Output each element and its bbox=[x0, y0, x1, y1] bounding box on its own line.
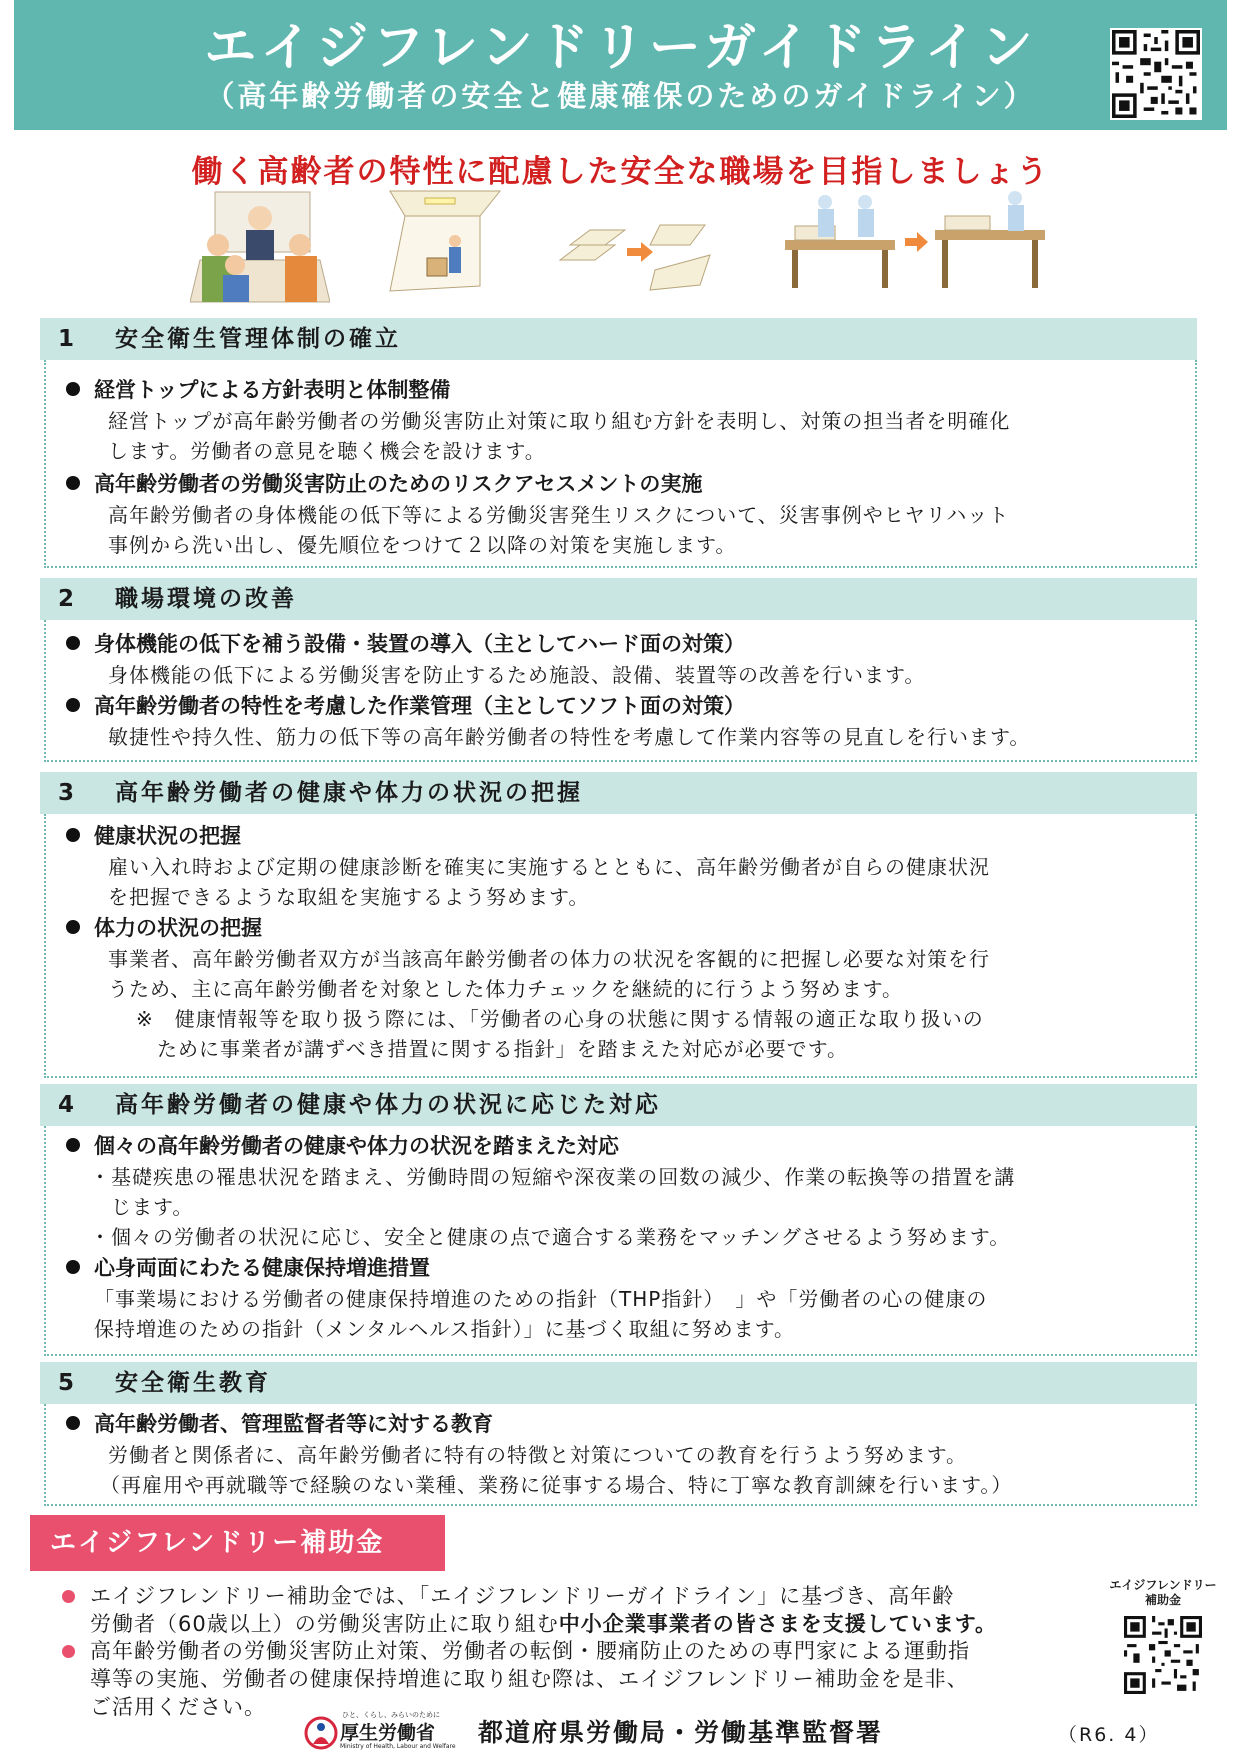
section-number: 1 bbox=[58, 326, 75, 352]
item-body: 高年齢労働者の身体機能の低下等による労働災害発生リスクについて、災害事例やヒヤリハット 事例から洗い出し、優先順位をつけて２以降の対策を実施します。 bbox=[108, 503, 1010, 557]
section-title: 安全衛生教育 bbox=[115, 1370, 271, 1396]
section-4-box bbox=[44, 1126, 1197, 1356]
mhlw-logo bbox=[304, 1711, 456, 1754]
bullet-icon bbox=[66, 1138, 80, 1152]
section-5-header bbox=[40, 1362, 1197, 1404]
section-1-box bbox=[44, 360, 1197, 568]
bullet-icon bbox=[66, 382, 80, 396]
section-2-header bbox=[40, 578, 1197, 620]
qr-code-guideline[interactable] bbox=[1110, 28, 1202, 120]
tagline: 働く高齢者の特性に配慮した安全な職場を目指しましょう bbox=[191, 154, 1050, 190]
ministry-slogan: ひと、くらし、みらいのために bbox=[342, 1711, 440, 1719]
bullet-icon bbox=[66, 828, 80, 842]
footer-date: （R6. 4） bbox=[1058, 1724, 1160, 1746]
lighting-illustration bbox=[385, 186, 505, 300]
page-title: エイジフレンドリーガイドライン bbox=[204, 18, 1037, 78]
item-title: 身体機能の低下を補う設備・装置の導入（主としてハード面の対策） bbox=[66, 630, 745, 658]
item-body: 「事業場における労働者の健康保持増進のための指針（THP指針） 」や「労働者の心の健康の 保持増進のための指針（メンタルヘルス指針）」に基づく取組に努めます。 bbox=[94, 1287, 988, 1341]
section-number: 2 bbox=[58, 586, 75, 612]
section-title: 高年齢労働者の健康や体力の状況の把握 bbox=[115, 780, 583, 806]
section-5-box bbox=[44, 1404, 1197, 1506]
bullet-icon bbox=[66, 636, 80, 650]
section-title: 安全衛生管理体制の確立 bbox=[115, 326, 401, 352]
section-number: 5 bbox=[58, 1370, 75, 1396]
header-banner bbox=[14, 0, 1227, 130]
item-body: 事業者、高年齢労働者双方が当該高年齢労働者の体力の状況を客観的に把握し必要な対策を行 うため、主に高年齢労働者を対象とした体力チェックを継続的に行うよう努めます。 bbox=[108, 947, 990, 1001]
subsidy-tag: エイジフレンドリー補助金 bbox=[30, 1515, 445, 1571]
ministry-name-en: Ministry of Health, Labour and Welfare bbox=[340, 1743, 456, 1750]
section-1-header bbox=[40, 318, 1197, 360]
bullet-icon bbox=[66, 920, 80, 934]
section-number: 3 bbox=[58, 780, 75, 806]
section-3-box bbox=[44, 814, 1197, 1078]
worktable-height-illustration bbox=[780, 190, 1050, 294]
subsidy-text: 労働者（60歳以上）の労働災害防止に取り組む中小企業事業者の皆さまを支援しています。 bbox=[90, 1612, 998, 1636]
pink-bullet-icon bbox=[62, 1590, 75, 1603]
section-number: 4 bbox=[58, 1092, 75, 1118]
bullet-icon bbox=[66, 1260, 80, 1274]
item-title: 体力の状況の把握 bbox=[66, 914, 262, 942]
subsidy-text: 高年齢労働者の労働災害防止対策、労働者の転倒・腰痛防止のための専門家による運動指 導等の実施、労働者の健康保持増進に取り組む際は、エイジフレンドリー補助金を是非、 ご活用ください。 bbox=[90, 1639, 970, 1719]
pink-bullet-icon bbox=[62, 1645, 75, 1658]
item-body: 身体機能の低下による労働災害を防止するため施設、設備、装置等の改善を行います。 bbox=[108, 663, 926, 687]
section-3-header bbox=[40, 772, 1197, 814]
item-title: 心身両面にわたる健康保持増進措置 bbox=[66, 1254, 430, 1282]
item-title: 経営トップによる方針表明と体制整備 bbox=[66, 376, 450, 404]
item-title: 健康状況の把握 bbox=[66, 822, 241, 850]
section-4-header bbox=[40, 1084, 1197, 1126]
item-title: 高年齢労働者、管理監督者等に対する教育 bbox=[66, 1410, 493, 1438]
section-title: 高年齢労働者の健康や体力の状況に応じた対応 bbox=[115, 1092, 661, 1118]
item-body: 雇い入れ時および定期の健康診断を確実に実施するとともに、高年齢労働者が自らの健康状況 を把握できるような取組を実施するよう努めます。 bbox=[108, 855, 990, 909]
subsidy-emphasis: 中小企業事業者の皆さまを支援しています。 bbox=[558, 1612, 998, 1636]
item-body: 敏捷性や持久性、筋力の低下等の高年齢労働者の特性を考慮して作業内容等の見直しを行います。 bbox=[108, 725, 1031, 749]
ministry-name: 厚生労働省 bbox=[340, 1722, 436, 1744]
item-body: ・基礎疾患の罹患状況を踏まえ、労働時間の短縮や深夜業の回数の減少、作業の転換等の措置を講 じます。 ・個々の労働者の状況に応じ、安全と健康の点で適合する業務をマッチングさせるよう努めます。 bbox=[90, 1165, 1016, 1249]
mhlw-emblem-icon bbox=[304, 1716, 338, 1750]
item-title: 高年齢労働者の労働災害防止のためのリスクアセスメントの実施 bbox=[66, 470, 702, 498]
item-body: 経営トップが高年齢労働者の労働災害防止対策に取り組む方針を表明し、対策の担当者を明確化 します。労働者の意見を聴く機会を設けます。 bbox=[108, 409, 1011, 463]
step-to-slope-illustration bbox=[555, 200, 715, 299]
note-text: ※ 健康情報等を取り扱う際には、「労働者の心身の状態に関する情報の適正な取り扱いの ために事業者が講ずべき措置に関する指針」を踏まえた対応が必要です。 bbox=[136, 1007, 984, 1061]
page-subtitle: （高年齢労働者の安全と健康確保のためのガイドライン） bbox=[205, 79, 1036, 113]
bullet-icon bbox=[66, 1416, 80, 1430]
meeting-illustration bbox=[190, 190, 330, 309]
subsidy-text: エイジフレンドリー補助金では、「エイジフレンドリーガイドライン」に基づき、高年齢 bbox=[90, 1584, 955, 1608]
qr-code-subsidy[interactable] bbox=[1122, 1614, 1204, 1696]
bullet-icon bbox=[66, 698, 80, 712]
bullet-icon bbox=[66, 476, 80, 490]
item-title: 個々の高年齢労働者の健康や体力の状況を踏まえた対応 bbox=[66, 1132, 619, 1160]
item-title: 高年齢労働者の特性を考慮した作業管理（主としてソフト面の対策） bbox=[66, 692, 745, 720]
footer-offices: 都道府県労働局・労働基準監督署 bbox=[478, 1718, 884, 1747]
section-2-box bbox=[44, 620, 1197, 762]
qr-label: エイジフレンドリー 補助金 bbox=[1109, 1578, 1217, 1607]
item-body: 労働者と関係者に、高年齢労働者に特有の特徴と対策についての教育を行うよう努めます。 （再雇用や再就職等で経験のない業種、業務に従事する場合、特に丁寧な教育訓練を行います。） bbox=[100, 1443, 1013, 1497]
section-title: 職場環境の改善 bbox=[115, 586, 297, 612]
